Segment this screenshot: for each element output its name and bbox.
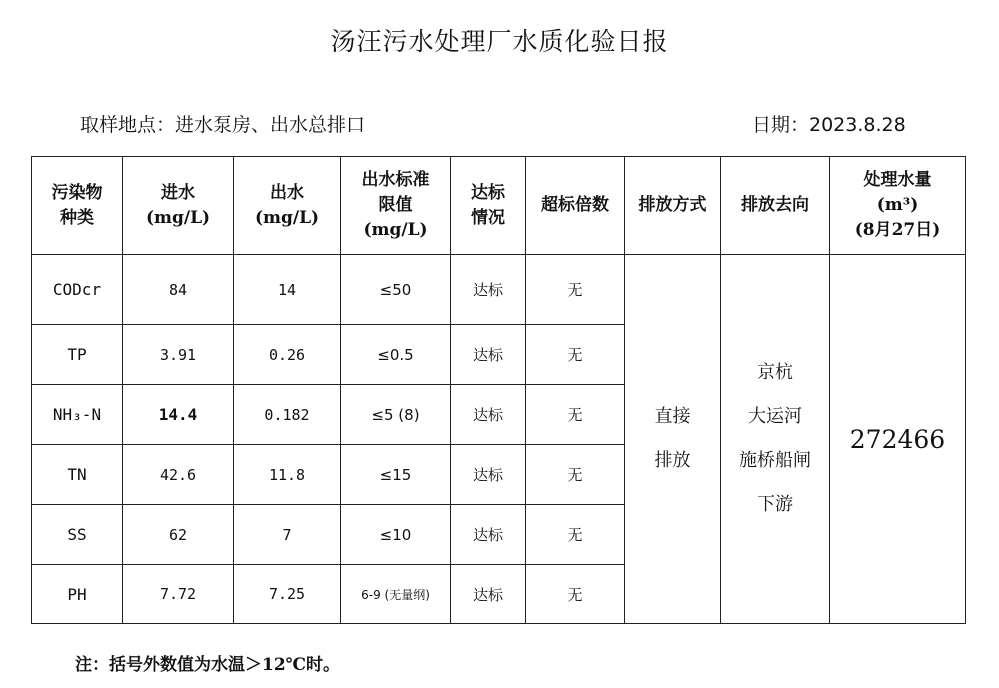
outflow-value: 0.182 xyxy=(234,385,341,445)
header-pollutant: 污染物 种类 xyxy=(32,157,123,255)
outflow-value: 11.8 xyxy=(234,445,341,505)
outflow-value: 0.26 xyxy=(234,325,341,385)
standard-limit: ≤15 xyxy=(341,445,451,505)
compliance-status: 达标 xyxy=(451,565,526,624)
inflow-value: 84 xyxy=(123,255,234,325)
standard-limit: ≤0.5 xyxy=(341,325,451,385)
pollutant-name: CODcr xyxy=(32,255,123,325)
standard-limit: 6-9 (无量纲) xyxy=(341,565,451,624)
compliance-status: 达标 xyxy=(451,325,526,385)
footnote: 注：括号外数值为水温＞12℃时。 xyxy=(75,655,341,675)
header-exceed-multiple: 超标倍数 xyxy=(526,157,625,255)
exceed-multiple: 无 xyxy=(526,505,625,565)
exceed-multiple: 无 xyxy=(526,255,625,325)
compliance-status: 达标 xyxy=(451,255,526,325)
outflow-value: 7 xyxy=(234,505,341,565)
pollutant-name: PH xyxy=(32,565,123,624)
inflow-value: 3.91 xyxy=(123,325,234,385)
header-discharge-mode: 排放方式 xyxy=(625,157,721,255)
standard-limit: ≤50 xyxy=(341,255,451,325)
header-compliance: 达标 情况 xyxy=(451,157,526,255)
header-discharge-destination: 排放去向 xyxy=(721,157,830,255)
pollutant-name: TN xyxy=(32,445,123,505)
water-quality-table xyxy=(31,156,966,624)
standard-limit: ≤5 (8) xyxy=(341,385,451,445)
discharge-mode: 直接 排放 xyxy=(625,255,721,624)
pollutant-name: TP xyxy=(32,325,123,385)
inflow-value: 42.6 xyxy=(123,445,234,505)
exceed-multiple: 无 xyxy=(526,565,625,624)
sampling-location: 取样地点：进水泵房、出水总排口 xyxy=(80,114,366,136)
compliance-status: 达标 xyxy=(451,505,526,565)
header-inflow: 进水 (mg/L) xyxy=(123,157,234,255)
inflow-value: 7.72 xyxy=(123,565,234,624)
pollutant-name: NH₃-N xyxy=(32,385,123,445)
header-outflow: 出水 (mg/L) xyxy=(234,157,341,255)
inflow-value: 62 xyxy=(123,505,234,565)
compliance-status: 达标 xyxy=(451,385,526,445)
header-row xyxy=(32,157,966,255)
exceed-multiple: 无 xyxy=(526,385,625,445)
discharge-destination: 京杭 大运河 施桥船闸 下游 xyxy=(721,255,830,624)
standard-limit: ≤10 xyxy=(341,505,451,565)
header-treated-volume: 处理水量 (m³) (8月27日) xyxy=(830,157,966,255)
compliance-status: 达标 xyxy=(451,445,526,505)
exceed-multiple: 无 xyxy=(526,445,625,505)
outflow-value: 7.25 xyxy=(234,565,341,624)
inflow-value: 14.4 xyxy=(123,385,234,445)
outflow-value: 14 xyxy=(234,255,341,325)
header-standard: 出水标准 限值 (mg/L) xyxy=(341,157,451,255)
pollutant-name: SS xyxy=(32,505,123,565)
table-row xyxy=(32,255,966,325)
exceed-multiple: 无 xyxy=(526,325,625,385)
report-date: 日期：2023.8.28 xyxy=(752,114,906,136)
treated-volume: 272466 xyxy=(830,255,966,624)
report-title: 汤汪污水处理厂水质化验日报 xyxy=(330,27,669,56)
